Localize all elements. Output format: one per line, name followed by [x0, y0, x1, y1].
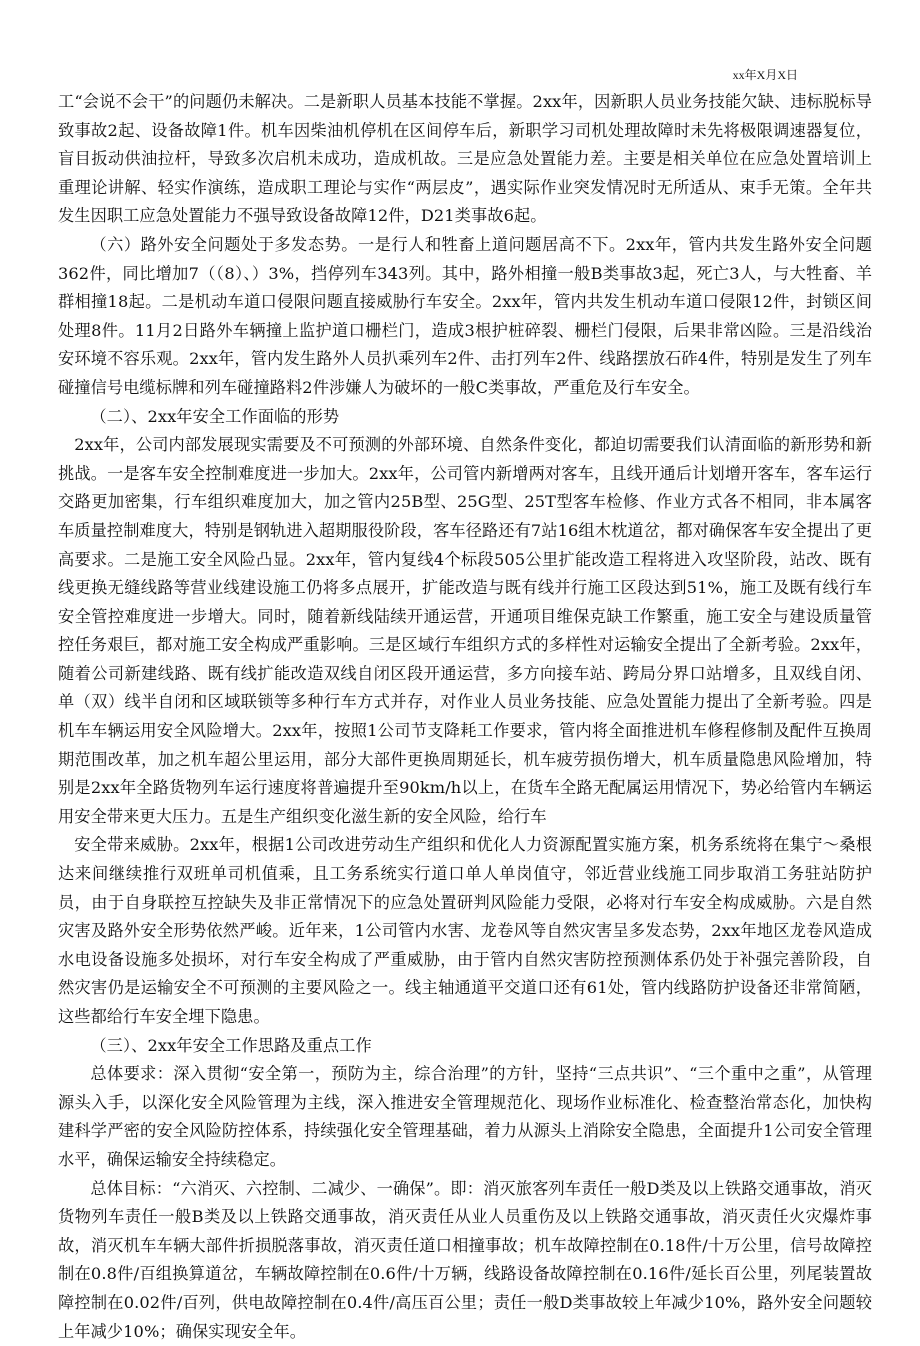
section-heading: （二）、2xx年安全工作面临的形势: [90, 406, 340, 426]
paragraph: 2xx年，公司内部发展现实需要及不可预测的外部环境、自然条件变化，都迫切需要我们认清面临的新形势和新挑战。一是客车安全控制难度进一步加大。2xx年，公司管内新增两对客车，且线开通后计划增开客车，客车运行交路更加密集，行车组织难度加大，加之管内25B型、25G型、25T型客车检修、作业方式各不相同，非本属客车质量控制难度大，特别是钢轨进入超期服役阶段，客车径路还有7站16组木枕道岔，都对确保客车安全提出了更高要求。二是施工安全风险凸显。2xx年，管内复线4个标段505公里扩能改造工程将进入攻坚阶段，站改、既有线更换无缝线路等营业线建设施工仍将多点展开，扩能改造与既有线并行施工区段达到51%，施工及既有线行车安全管控难度进一步增大。同时，随着新线陆续开通运营，开通项目维保克缺工作繁重，施工安全与建设质量管控任务艰巨，都对施工安全构成严重影响。三是区域行车组织方式的多样性对运输安全提出了全新考验。2xx年，随着公司新建线路、既有线扩能改造双线自闭区段开通运营，多方向接车站、跨局分界口站增多，且双线自闭、单（双）线半自闭和区域联锁等多种行车方式并存，对作业人员业务技能、应急处置能力提出了全新考验。四是机车车辆运用安全风险增大。2xx年，按照1公司节支降耗工作要求，管内将全面推进机车修程修制及配件互换周期范围改革，加之机车超公里运用，部分大部件更换周期延长，机车疲劳损伤增大，机车质量隐患风险增加，特别是2xx年全路货物列车运行速度将普遍提升至90km/h以上，在货车全路无配属运用情况下，势必给管内车辆运用安全带来更大压力。五是生产组织变化滋生新的安全风险，给行车: [58, 435, 872, 826]
section-heading: （三）、2xx年安全工作思路及重点工作: [90, 1035, 372, 1055]
paragraph: 工“会说不会干”的问题仍未解决。二是新职人员基本技能不掌握。2xx年，因新职人员业务技能欠缺、违标脱标导致事故2起、设备故障1件。机车因柴油机停机在区间停车后，新职学习司机处理故障时未先将极限调速器复位，盲目扳动供油拉杆，导致多次启机未成功，造成机故。三是应急处置能力差。主要是相关单位在应急处置培训上重理论讲解、轻实作演练，造成职工理论与实作“两层皮”，遇实际作业突发情况时无所适从、束手无策。全年共发生因职工应急处置能力不强导致设备故障12件，D21类事故6起。: [58, 92, 872, 226]
paragraph: 安全带来威胁。2xx年，根据1公司改进劳动生产组织和优化人力资源配置实施方案，机务系统将在集宁～桑根达来间继续推行双班单司机值乘，且工务系统实行道口单人单岗值守，邻近营业线施工同步取消工务驻站防护员，由于自身联控互控缺失及非正常情况下的应急处置研判风险能力受限，必将对行车安全构成威胁。六是自然灾害及路外安全形势依然严峻。近年来，1公司管内水害、龙卷风等自然灾害呈多发态势，2xx年地区龙卷风造成水电设备设施多处损坏，对行车安全构成了严重威胁，由于管内自然灾害防控预测体系仍处于补强完善阶段，自然灾害仍是运输安全不可预测的主要风险之一。线主轴通道平交道口还有61处，管内线路防护设备还非常简陋，这些都给行车安全埋下隐患。: [58, 835, 872, 1026]
date-header: xx年X月X日: [732, 68, 798, 82]
paragraph: 总体要求：深入贯彻“安全第一，预防为主，综合治理”的方针，坚持“三点共识”、“三个重中之重”，从管理源头入手，以深化安全风险管理为主线，深入推进安全管理规范化、现场作业标准化、检查整治常态化，加快构建科学严密的安全风险防控体系，持续强化安全管理基础，着力从源头上消除安全隐患，全面提升1公司安全管理水平，确保运输安全持续稳定。: [58, 1064, 872, 1169]
document-body: [58, 88, 872, 1346]
paragraph: 总体目标：“六消灭、六控制、二减少、一确保”。即：消灭旅客列车责任一般D类及以上铁路交通事故，消灭货物列车责任一般B类及以上铁路交通事故，消灭责任从业人员重伤及以上铁路交通事故，消灭责任火灾爆炸事故，消灭机车车辆大部件折损脱落事故，消灭责任道口相撞事故；机车故障控制在0.18件/十万公里，信号故障控制在0.8件/百组换算道岔，车辆故障控制在0.6件/十万辆，线路设备故障控制在0.16件/延长百公里，列尾装置故障控制在0.02件/百列，供电故障控制在0.4件/高压百公里；责任一般D类事故较上年减少10%，路外安全问题较上年减少10%；确保实现安全年。: [58, 1178, 872, 1341]
paragraph: （六）路外安全问题处于多发态势。一是行人和牲畜上道问题居高不下。2xx年，管内共发生路外安全问题362件，同比增加7（（8）、）3%，挡停列车343列。其中，路外相撞一般B类事故3起，死亡3人，与大牲畜、羊群相撞18起。二是机动车道口侵限问题直接威胁行车安全。2xx年，管内共发生机动车道口侵限12件，封锁区间处理8件。11月2日路外车辆撞上监护道口栅栏门，造成3根护桩碎裂、栅栏门侵限，后果非常凶险。三是沿线治安环境不容乐观。2xx年，管内发生路外人员扒乘列车2件、击打列车2件、线路摆放石砟4件，特别是发生了列车碰撞信号电缆标牌和列车碰撞路料2件涉嫌人为破坏的一般C类事故，严重危及行车安全。: [58, 234, 872, 397]
